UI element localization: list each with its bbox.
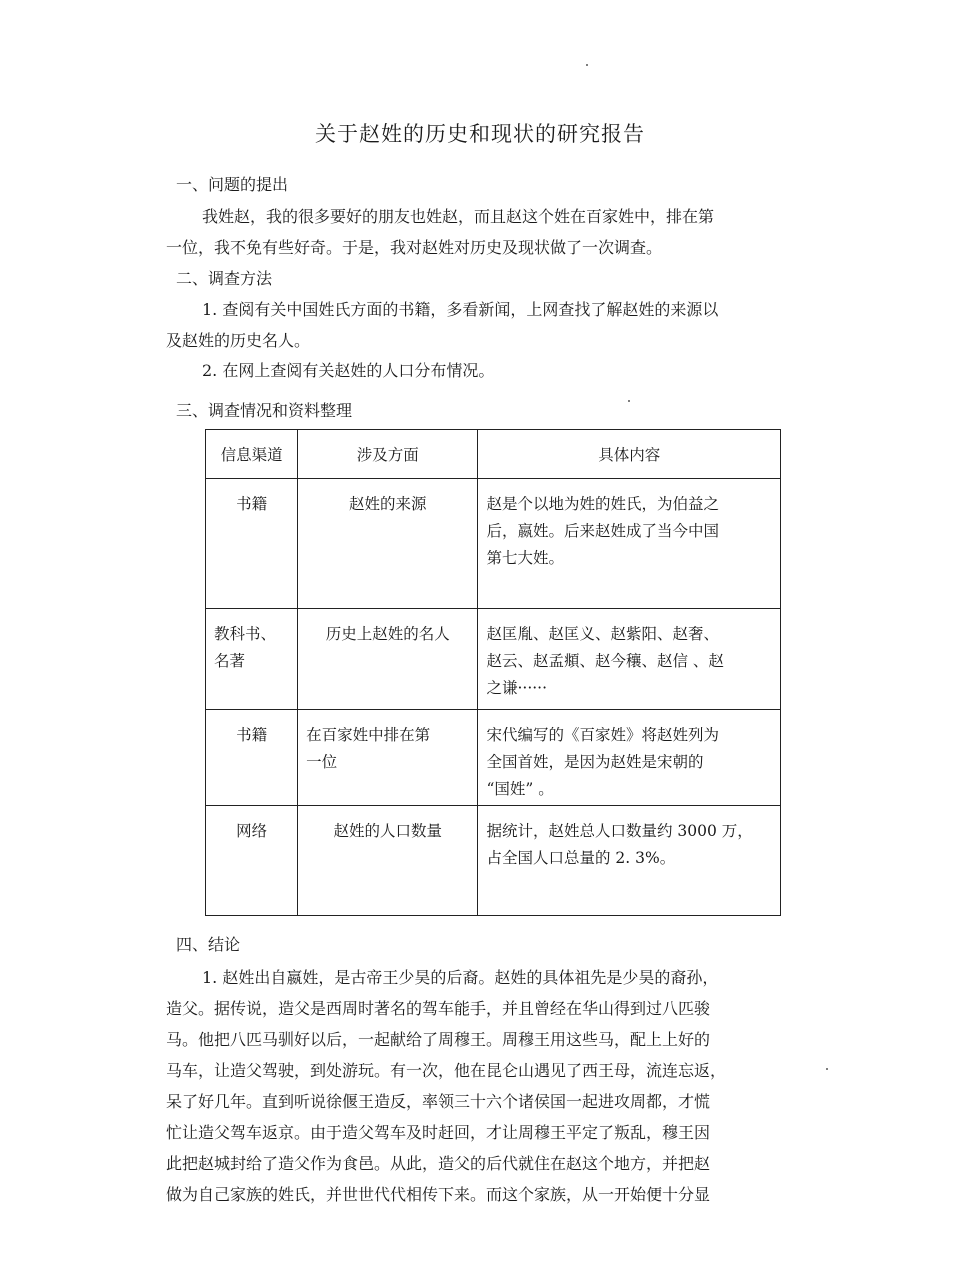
paragraph-line: 1. 赵姓出自嬴姓，是古帝王少昊的后裔。赵姓的具体祖先是少昊的裔孙， bbox=[202, 968, 719, 987]
cell-text: 后，嬴姓。后来赵姓成了当今中国 bbox=[486, 522, 719, 540]
table-cell-channel bbox=[206, 710, 298, 806]
cell-text: 书籍 bbox=[236, 495, 268, 513]
table-row bbox=[206, 609, 781, 710]
table-header-cell: 涉及方面 bbox=[298, 430, 478, 479]
section-2-item-1 bbox=[166, 294, 788, 356]
cell-text: 网络 bbox=[236, 822, 268, 840]
table-cell-channel bbox=[206, 609, 298, 710]
cell-text: 赵云、赵孟頫、赵今穰、赵信 、赵 bbox=[486, 652, 724, 670]
cell-text: 赵是个以地为姓的姓氏，为伯益之 bbox=[486, 495, 719, 513]
cell-text: 赵匡胤、赵匡义、赵紫阳、赵奢、 bbox=[486, 625, 719, 643]
section-heading-2: 二、调查方法 bbox=[176, 269, 273, 288]
table-header-cell: 信息渠道 bbox=[206, 430, 298, 479]
table-cell-aspect bbox=[298, 806, 478, 916]
table-row bbox=[206, 806, 781, 916]
table-cell-content bbox=[478, 710, 781, 806]
table-cell-content bbox=[478, 806, 781, 916]
paragraph-line: 呆了好几年。直到听说徐偃王造反，率领三十六个诸侯国一起进攻周都，才慌 bbox=[166, 1092, 711, 1111]
paragraph-line: 马。他把八匹马驯好以后，一起献给了周穆王。周穆王用这些马，配上上好的 bbox=[166, 1030, 711, 1049]
table-cell-aspect bbox=[298, 710, 478, 806]
cell-text: “国姓” 。 bbox=[486, 780, 554, 798]
cell-text: 占全国人口总量的 2. 3%。 bbox=[486, 849, 676, 867]
section-heading-3: 三、调查情况和资料整理 bbox=[176, 401, 353, 420]
paragraph-line: 做为自己家族的姓氏，并世世代代相传下来。而这个家族，从一开始便十分显 bbox=[166, 1185, 711, 1204]
table-row bbox=[206, 710, 781, 806]
paragraph-line: 1. 查阅有关中国姓氏方面的书籍，多看新闻，上网查找了解赵姓的来源以 bbox=[202, 300, 719, 319]
paragraph-line: 一位，我不免有些好奇。于是，我对赵姓对历史及现状做了一次调查。 bbox=[166, 238, 663, 257]
cell-text: 赵姓的人口数量 bbox=[333, 822, 443, 840]
cell-text: 书籍 bbox=[236, 726, 268, 744]
cell-text: 全国首姓，是因为赵姓是宋朝的 bbox=[486, 753, 704, 771]
table-cell-content bbox=[478, 479, 781, 609]
section-heading-4: 四、结论 bbox=[176, 935, 241, 954]
paragraph-line: 及赵姓的历史名人。 bbox=[166, 331, 311, 350]
table-cell-aspect bbox=[298, 609, 478, 710]
scan-speck bbox=[826, 1068, 828, 1070]
cell-text: 历史上赵姓的名人 bbox=[325, 625, 450, 643]
cell-text: 一位 bbox=[306, 753, 338, 771]
paragraph-line: 2. 在网上查阅有关赵姓的人口分布情况。 bbox=[202, 361, 495, 380]
cell-text: 赵姓的来源 bbox=[349, 495, 427, 513]
research-table bbox=[205, 429, 781, 916]
cell-text: 宋代编写的《百家姓》将赵姓列为 bbox=[486, 726, 719, 744]
report-title: 关于赵姓的历史和现状的研究报告 bbox=[315, 122, 645, 146]
section-2-item-2 bbox=[166, 355, 788, 386]
cell-text: 第七大姓。 bbox=[486, 549, 564, 567]
table-row bbox=[206, 479, 781, 609]
table-cell-channel bbox=[206, 479, 298, 609]
cell-text: 教科书、 bbox=[214, 625, 277, 643]
cell-text: 之谦······ bbox=[486, 679, 548, 697]
paragraph-line: 马车，让造父驾驶，到处游玩。有一次，他在昆仑山遇见了西王母，流连忘返， bbox=[166, 1061, 727, 1080]
paragraph-line: 我姓赵，我的很多要好的朋友也姓赵，而且赵这个姓在百家姓中，排在第 bbox=[202, 207, 715, 226]
table-cell-channel bbox=[206, 806, 298, 916]
section-heading-1: 一、问题的提出 bbox=[176, 175, 289, 194]
table-header-row bbox=[206, 430, 781, 479]
cell-text: 在百家姓中排在第 bbox=[306, 726, 431, 744]
table-cell-content bbox=[478, 609, 781, 710]
scan-speck bbox=[628, 400, 630, 402]
paragraph-line: 造父。据传说，造父是西周时著名的驾车能手，并且曾经在华山得到过八匹骏 bbox=[166, 999, 711, 1018]
cell-text: 据统计，赵姓总人口数量约 3000 万， bbox=[486, 822, 753, 840]
scan-speck bbox=[586, 64, 588, 66]
paragraph-line: 此把赵城封给了造父作为食邑。从此，造父的后代就住在赵这个地方，并把赵 bbox=[166, 1154, 711, 1173]
section-4-paragraph bbox=[166, 962, 788, 1210]
paragraph-line: 忙让造父驾车返京。由于造父驾车及时赶回，才让周穆王平定了叛乱，穆王因 bbox=[166, 1123, 711, 1142]
table-cell-aspect bbox=[298, 479, 478, 609]
table-header-cell: 具体内容 bbox=[478, 430, 781, 479]
section-1-paragraph bbox=[166, 201, 788, 263]
cell-text: 名著 bbox=[214, 652, 246, 670]
